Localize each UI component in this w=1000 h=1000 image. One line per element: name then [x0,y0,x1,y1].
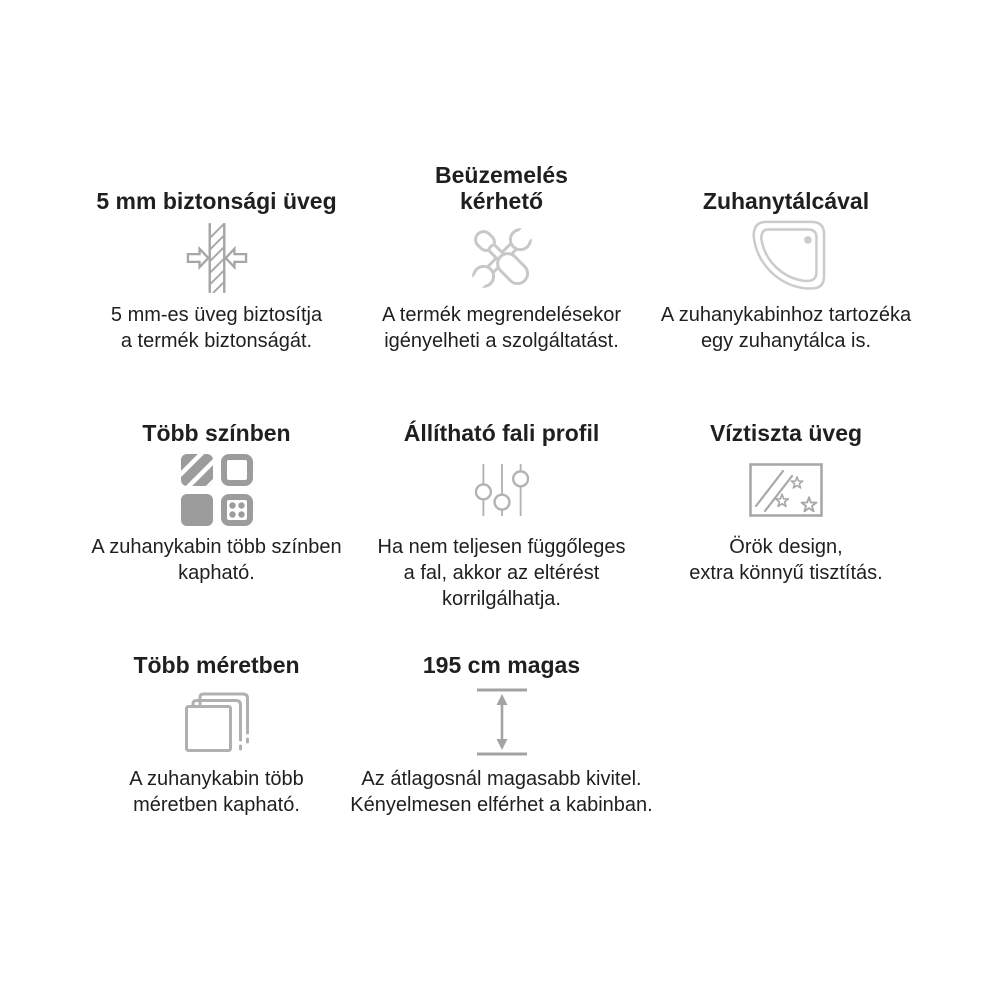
feature-title-line: Több méretben [133,652,300,678]
color-grid-icon [181,446,253,534]
feature-title [96,158,336,214]
feature-description-line: extra könnyű tisztítás. [689,562,883,584]
feature-description [382,302,621,354]
feature-title [404,390,600,446]
feature-description-line: méretben kapható. [133,794,300,816]
feature-card-multiple-colors [72,390,361,622]
feature-description-line: A zuhanykabin több színben [91,536,342,558]
feature-title-line: 5 mm biztonsági üveg [96,188,337,214]
feature-card-shower-tray [642,158,930,390]
feature-title [423,622,580,678]
feature-title-line: Állítható fali profil [403,420,600,446]
feature-card-height-195 [350,622,653,854]
feature-description [350,766,652,818]
sliders-icon [475,446,529,534]
feature-card-installation [361,158,642,390]
feature-title-line: Zuhanytálcával [702,188,870,214]
feature-description [111,302,322,354]
feature-description-line: Az átlagosnál magasabb kivitel. [361,768,642,790]
feature-description [378,534,626,612]
feature-description-line: Örök design, [729,536,843,558]
feature-title-line: Beüzemelés [435,162,568,188]
feature-card-clear-glass [642,390,930,622]
stacked-squares-icon [184,678,250,766]
feature-title [710,390,862,446]
feature-description-line: korrilgálhatja. [442,588,561,610]
feature-description-line: A zuhanykabin több [129,768,304,790]
feature-description-line: egy zuhanytálca is. [700,330,872,352]
feature-card-multiple-sizes [72,622,361,854]
feature-description-line: 5 mm-es üveg biztosítja [110,304,323,326]
feature-title [703,158,869,214]
feature-title-line: Több színben [142,420,291,446]
feature-description-line: A termék megrendelésekor [381,304,621,326]
height-arrow-icon [476,678,528,766]
feature-title-line: kérhető [459,188,544,214]
feature-description-line: kapható. [178,562,255,584]
feature-description-line: Ha nem teljesen függőleges [377,536,626,558]
feature-title-line: Víztiszta üveg [709,420,863,446]
feature-description [689,534,882,586]
feature-title [435,158,568,214]
feature-description-line: igényelheti a szolgáltatást. [384,330,619,352]
feature-card-glass-5mm [72,158,361,390]
feature-grid [72,158,930,854]
feature-description-line: a termék biztonságát. [120,330,313,352]
glass-thickness-icon [186,214,248,302]
feature-description-line: a fal, akkor az eltérést [403,562,600,584]
feature-card-adjustable-wall-profile [361,390,642,622]
glass-stars-icon [749,446,823,534]
tools-icon [462,214,542,302]
feature-title-line: 195 cm magas [422,652,581,678]
shower-tray-icon [745,214,827,302]
feature-description [661,302,911,354]
feature-description [129,766,304,818]
feature-description-line: Kényelmesen elférhet a kabinban. [350,794,653,816]
feature-description [91,534,341,586]
feature-description-line: A zuhanykabinhoz tartozéka [660,304,912,326]
feature-title [142,390,290,446]
feature-title [133,622,299,678]
